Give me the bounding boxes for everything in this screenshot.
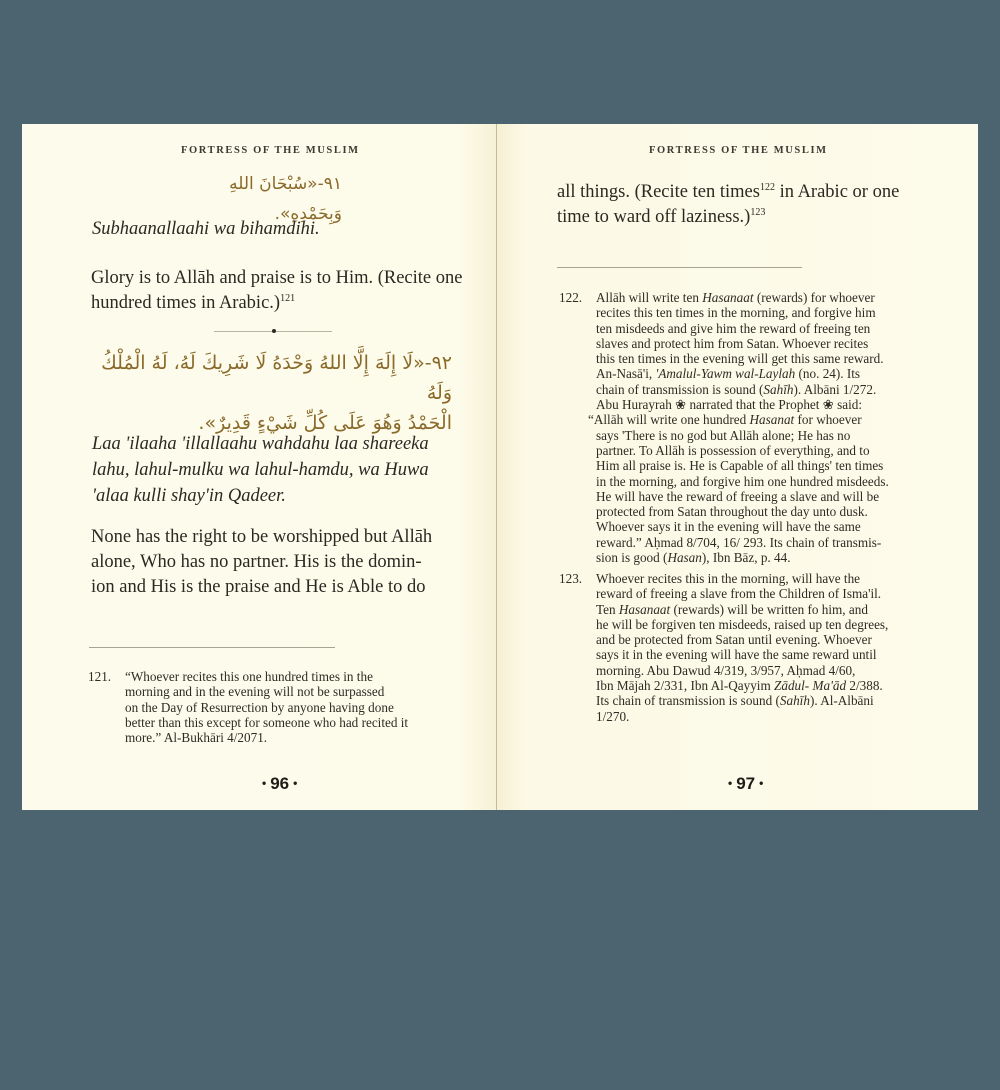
footnote-line: reward.” Aḥmad 8/704, 16/ 293. Its chain of transmis- [596,534,882,550]
footnote-line: this ten times in the evening will get this same reward. [596,351,884,367]
translation-dua-92 [91,525,491,600]
translation-text: Glory is to Allāh and praise is to Him. (Recite one hundred times in Arabic.) [91,268,463,313]
footnote-122 [559,290,969,565]
book-spread [22,124,978,810]
page-96 [22,124,497,810]
page-number-text: 97 [736,774,756,793]
continued-text: in Arabic or one [774,182,900,202]
footnote-line: says 'There is no god but Allāh alone; He has no [596,427,851,443]
footnote-line: chain of transmission is sound (Sahīh). Albāni 1/272. [596,381,877,397]
page-number-97 [724,774,767,794]
footnote-line: in the morning, and forgive him one hundred misdeeds. [596,473,889,489]
footnote-line: Whoever says it in the evening will have the same [596,519,861,535]
continued-text: time to ward off laziness.) [557,207,751,227]
footnote-line: sion is good (Hasan), Ibn Bāz, p. 44. [596,550,791,566]
continued-line-1 [557,180,957,205]
page-number-96 [258,774,301,794]
footnote-line: recites this ten times in the morning, and forgive him [596,305,876,321]
bullet-icon: • [759,776,764,790]
ornament-dot-icon [272,329,276,333]
footnote-text [125,669,488,745]
footnote-line: morning. Abu Dawud 4/319, 3/957, Aḥmad 4/60, [596,662,856,678]
footnote-ref-121[interactable]: 121 [280,293,296,304]
translit-line: 'alaa kulli shay'in Qadeer. [92,486,286,506]
footnote-line: reward of freeing a slave from the Children of Isma'il. [596,586,882,602]
arabic-dua-91: ٩١-«سُبْحَانَ اللهِ وَبِحَمْدِهِ». [229,174,342,224]
continued-text: all things. (Recite ten times [557,182,760,202]
footnote-line: on the Day of Resurrection by anyone having done [125,699,394,715]
footnote-rule [89,647,335,648]
footnote-line: Allāh will write ten Hasanaat (rewards) for whoever [596,290,875,305]
footnote-line: He will have the reward of freeing a slave and will be [596,488,880,504]
footnote-line: Him all praise is. He is Capable of all things' ten times [596,458,884,474]
page-number-text: 96 [270,774,290,793]
footnote-line: Whoever recites this in the morning, will have the [596,571,861,586]
footnote-line: “Allāh will write one hundred Hasanat for whoever [588,412,862,428]
transliteration-dua-91: Subhaanallaahi wa bihamdihi. [92,219,320,239]
footnote-line: partner. To Allāh is possession of everything, and to [596,442,870,458]
arabic-line-2: الْحَمْدُ وَهُوَ عَلَى كُلِّ شَيْءٍ قَدِيرٌ». [198,412,452,434]
footnote-line: and be protected from Satan until evening. Whoever [596,632,872,648]
footnote-121 [88,669,488,745]
running-head: FORTRESS OF THE MUSLIM [181,145,360,156]
footnote-text [588,290,969,566]
footnote-line: he will be forgiven ten misdeeds, raised up ten degrees, [596,616,889,632]
bullet-icon: • [293,776,298,790]
translation-line: None has the right to be worshipped but Allāh [91,527,433,547]
footnote-number: 123. [559,571,583,586]
footnote-line: An-Nasā'i, 'Amalul-Yawm wal-Laylah (no. 24). Its [596,366,861,382]
footnote-123 [559,571,969,724]
footnote-ref-123[interactable]: 123 [750,207,766,218]
footnote-line: Ibn Mājah 2/331, Ibn Al-Qayyim Zādul- Ma'ād 2/388. [596,678,883,694]
footnote-line: Ten Hasanaat (rewards) will be written fo him, and [596,601,868,617]
translation-dua-91 [91,266,471,316]
footnote-line: Abu Hurayrah ❀ narrated that the Prophet ❀ said: [596,397,862,413]
footnote-line: “Whoever recites this one hundred times in the [125,669,373,684]
footnote-line: Its chain of transmission is sound (Sahīh). Al-Albāni [596,693,874,709]
arabic-dua-92 [82,348,452,438]
translation-line: alone, Who has no partner. His is the domin- [91,552,422,572]
arabic-line-1: ٩٢-«لَا إِلَهَ إِلَّا اللهُ وَحْدَهُ لَا شَرِيكَ لَهُ، لَهُ الْمُلْكُ وَلَهُ [101,352,452,404]
footnote-ref-122[interactable]: 122 [759,182,775,193]
bullet-icon: • [262,776,267,790]
footnote-line: 1/270. [596,708,630,724]
footnote-line: morning and in the evening will not be surpassed [125,684,385,700]
footnote-line: slaves and protect him from Satan. Whoever recites [596,335,869,351]
bullet-icon: • [728,776,733,790]
footnote-line: better than this except for someone who had recited it [125,714,409,730]
footnote-line: says it in the evening will have the same reward until [596,647,877,663]
footnote-rule [557,267,802,268]
running-head: FORTRESS OF THE MUSLIM [649,145,828,156]
page-97 [497,124,978,810]
translation-line: ion and His is the praise and He is Able to do [91,577,426,597]
footnote-line: more.” Al-Bukhāri 4/2071. [125,730,268,746]
translit-line: Laa 'ilaaha 'illallaahu wahdahu laa shareeka [92,434,429,454]
footnote-text [596,571,969,724]
translit-line: lahu, lahul-mulku wa lahul-hamdu, wa Huwa [92,460,429,480]
continued-line-2 [557,205,957,230]
footnote-number: 122. [559,290,583,305]
footnote-number: 121. [88,669,112,684]
footnote-line: ten misdeeds and give him the reward of freeing ten [596,320,871,336]
transliteration-dua-92 [92,431,492,509]
footnote-line: protected from Satan throughout the day unto dusk. [596,504,868,520]
continued-translation [557,180,957,230]
